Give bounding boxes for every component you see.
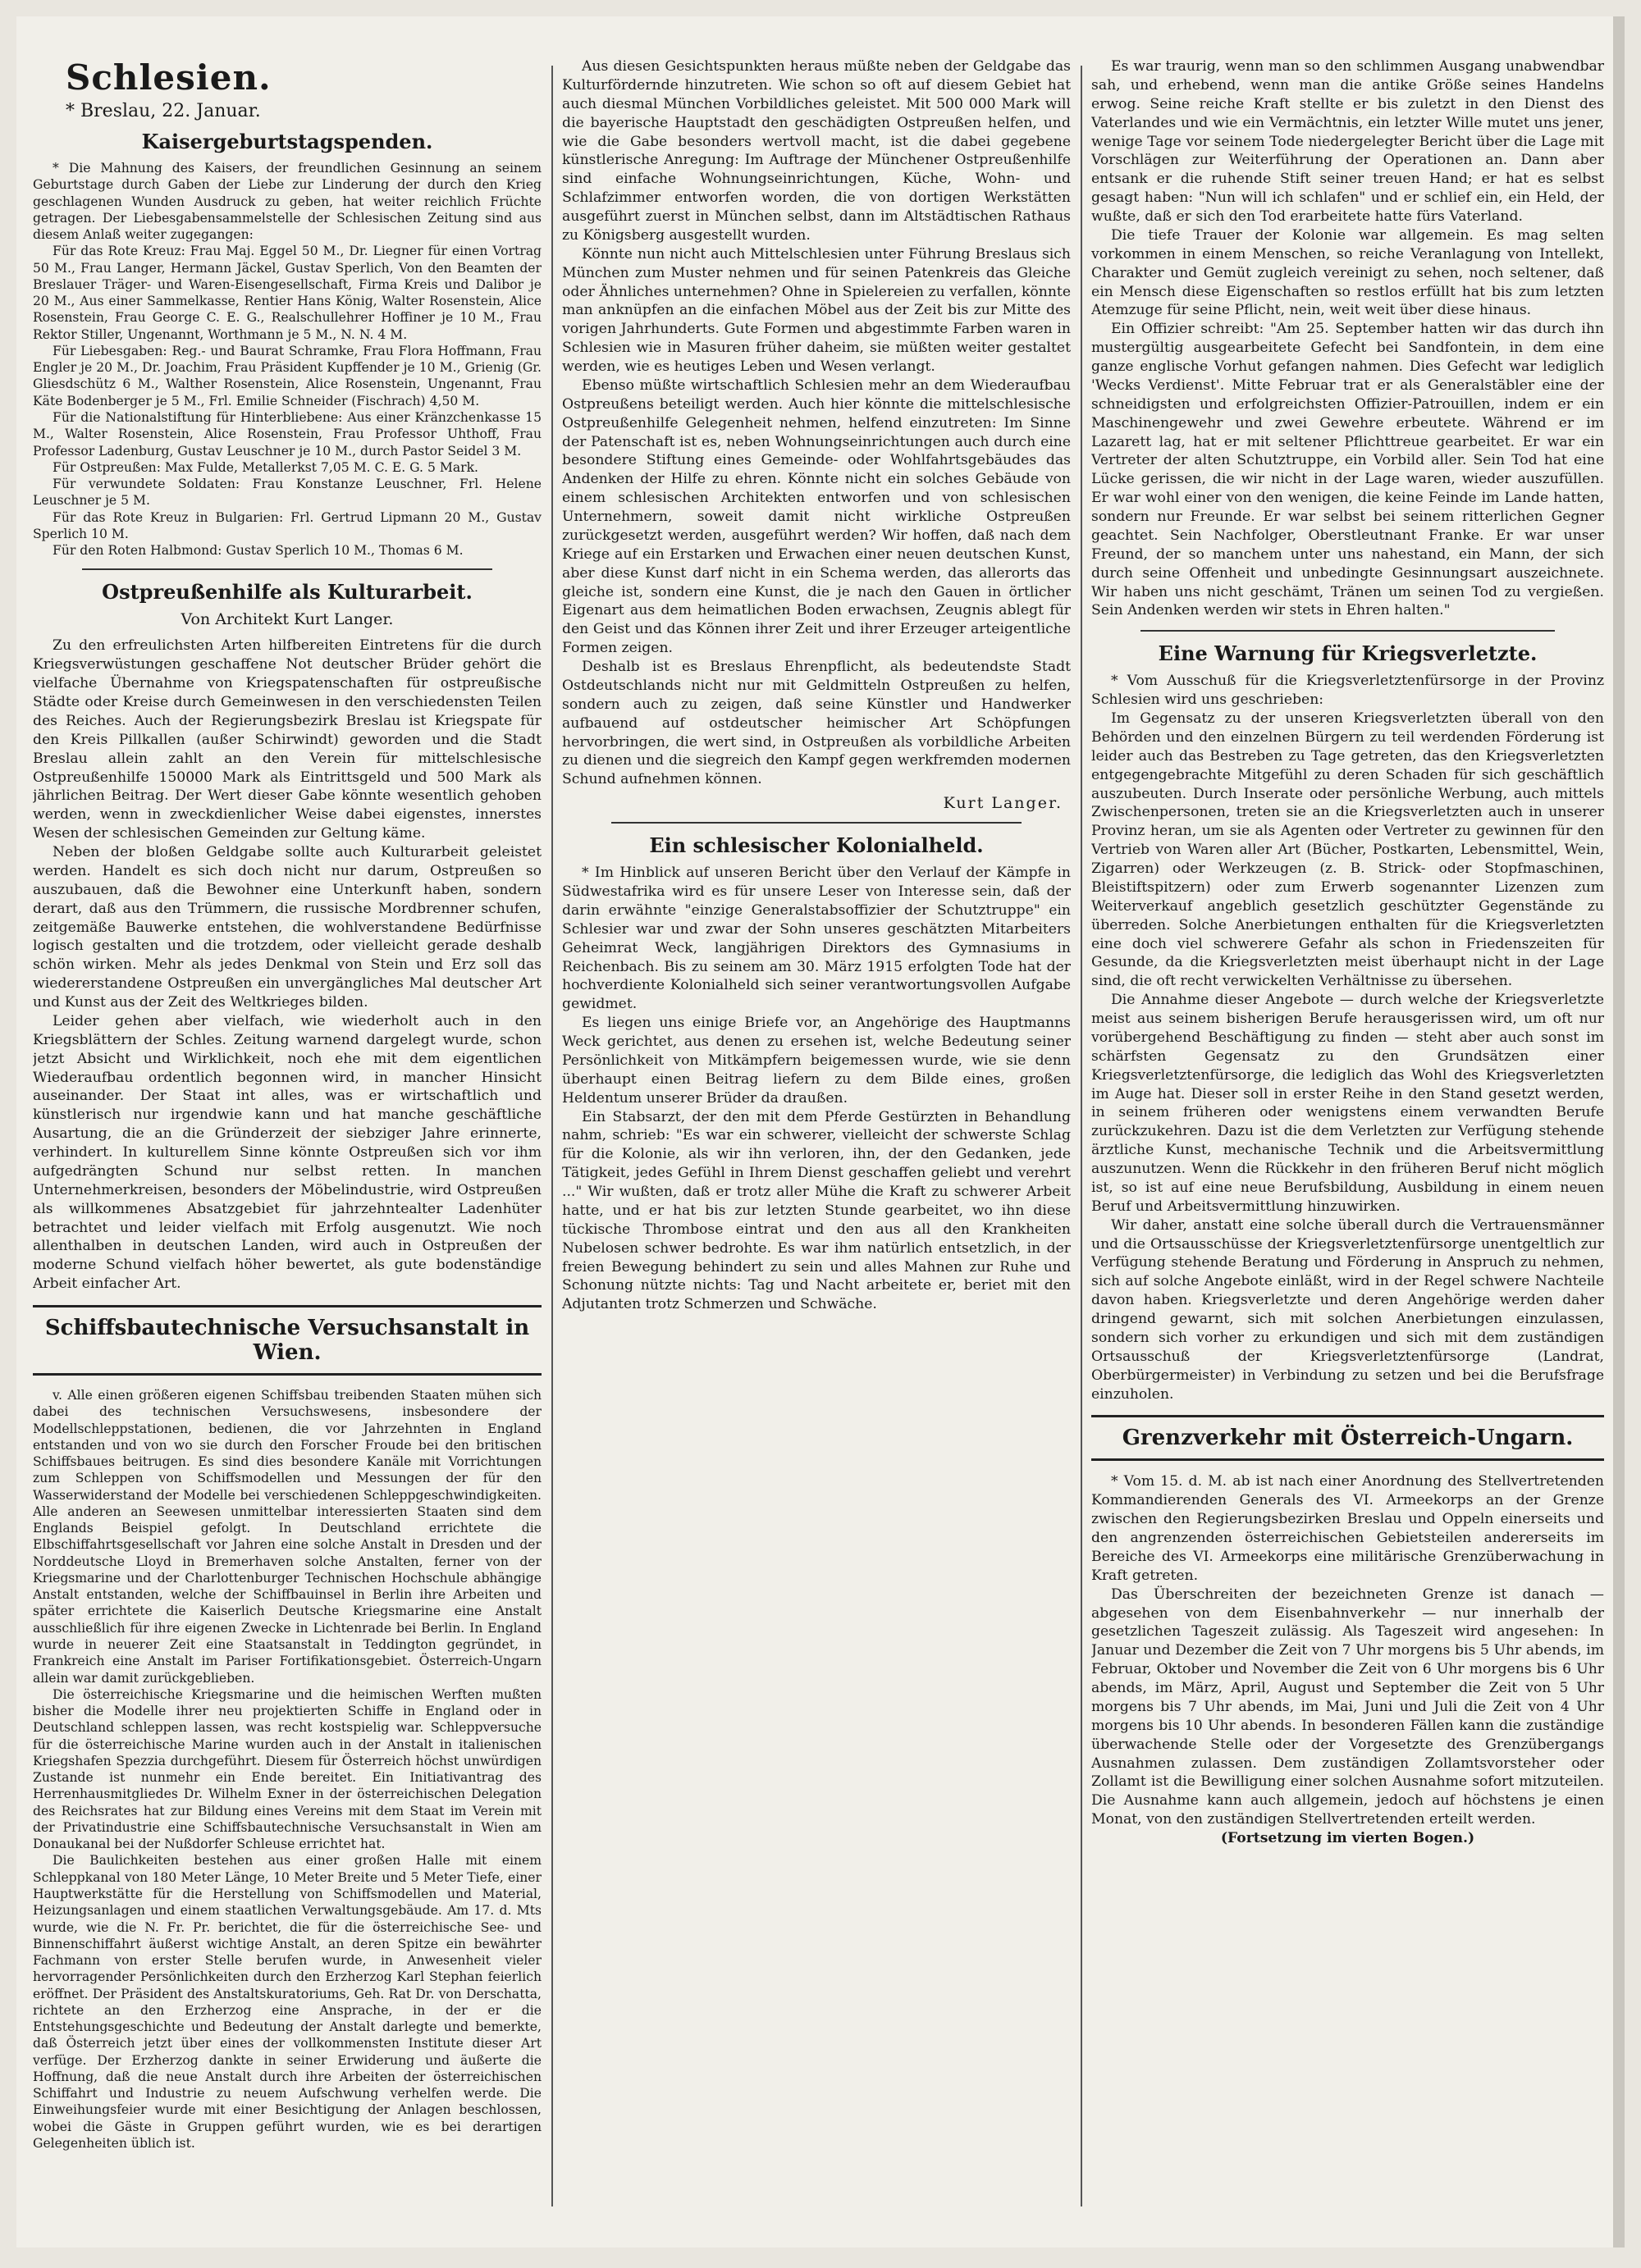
section-title: Schlesien. — [66, 57, 272, 98]
paragraph: Ein Offizier schreibt: "Am 25. September hatten wir das durch ihn mustergültig ausgearbeitete Gefecht bei Sandfontein, in dem eine ganze englische Vorhut gefangen nahmen. Dies Gefecht war lediglich 'Wecks Verdienst'. Mitte Februar trat er als Generalstäbler eine der schneidigsten und erfolgreichsten Offizier-Patrouillen, indem er ein Maschinengewehr und zwei Gewehre erbeutete. Während er im Lazarett lag, hat er mit seltener Pflichttreue gearbeitet. Er war ein Vertreter der alten Schutztruppe, ein Vorbild aller. Sein Tod hat eine Lücke gerissen, die wir nicht in der Lage waren, wieder auszufüllen. Er war wohl einer von den wenigen, die keine Feinde im Lande hatten, sondern nur Freunde. Er war selbst bei seinem ritterlichen Gegner geachtet. Sein Nachfolger, Oberstleutnant Franke. Er war unser Freund, der so manchem unter uns nahestand, ein Mann, der sich durch seine Offenheit und unbedingte Gesinnungsart auszeichnete. Wir haben uns nicht geschämt, Tränen um seinen Tod zu vergießen. Sein Andenken werden wir stets in Ehren halten." — [1091, 321, 1604, 619]
article-body — [1091, 1472, 1604, 1848]
article-body — [1091, 57, 1604, 620]
column-3 — [1091, 57, 1604, 2215]
article-title: Grenzverkehr mit Österreich-Ungarn. — [1122, 1426, 1574, 1451]
column-2 — [562, 57, 1071, 2215]
article-body — [33, 160, 542, 559]
paragraph: Für den Roten Halbmond: Gustav Sperlich 10 M., Thomas 6 M. — [53, 543, 464, 559]
article-body — [33, 637, 542, 1294]
paragraph: Für Liebesgaben: Reg.- und Baurat Schramke, Frau Flora Hoffmann, Frau Engler je 20 M., Dr. Joachim, Frau Präsident Kupffender je 10 M., Grienig (Gr. Gliesdschütz 6 M., Walther Rosenstein, Alice Rosenstein, Ungenannt, Frau Käte Bodenberger je 5 M., Frl. Emilie Schneider (Fischrach) 4,50 M. — [33, 343, 542, 408]
byline: Von Architekt Kurt Langer. — [181, 610, 394, 629]
paragraph: Für verwundete Soldaten: Frau Konstanze Leuschner, Frl. Helene Leuschner je 5 M. — [33, 477, 542, 509]
paragraph: Leider gehen aber vielfach, wie wiederholt auch in den Kriegsblättern der Schles. Zeitung warnend dargelegt wurde, schon jetzt Absicht und Wirklichkeit, noch ehe mit dem eigentlichen Wiederaufbau ordentlich begonnen wird, in mancher Hinsicht auseinander. Der Staat int alles, was er wirtschaftlich und künstlerisch nur irgendwie kann und hat manche geschäftliche Ausartung, die an die Gründerzeit der siebziger Jahre erinnerte, verhindert. In kulturellem Sinne könnte Ostpreußen sich vor ihm aufgedrängten Schund nur selbst retten. In manchen Unternehmerkreisen, besonders der Möbelindustrie, wird Ostpreußen als willkommenes Absatzgebiet für jahrzehntealter Ladenhüter betrachtet und leider vielfach mit Erfolg ausgenutzt. Wie noch allenthalben in deutschen Landen, wird auch in Ostpreußen der moderne Schund vielfach höher bewertet, als gute bodenständige Arbeit einfacher Art. — [33, 1012, 542, 1293]
paragraph: Im Gegensatz zu der unseren Kriegsverletzten überall von den Behörden und den einzelnen Bürgern zu teil werdenden Förderung ist leider auch das Bestreben zu Tage getreten, das den Kriegsverletzten entgegengebrachte Mitgefühl zu deren Schaden für sich geschäftlich auszubeuten. Durch Inserate oder persönliche Werbung, auch mittels Zwischenpersonen, treten sie an die Kriegsverletzten auch in unserer Provinz heran, um sie als Agenten oder Vertreter zu gewinnen für den Vertrieb von Waren aller Art (Bücher, Postkarten, Lebensmittel, Wein, Zigarren) oder Werkzeugen (z. B. Strick- oder Stopfmaschinen, Bleistiftspitzern) oder zum Erwerb sogenannter Lizenzen zum Weiterverkauf angeblich gesetzlich geschützter Gegenstände zu überreden. Solche Anerbietungen enthalten für die Kriegsverletzten eine doch viel schwerere Gefahr als schon in Friedenszeiten für Gesunde, da die Kriegsverletzten meist überhaupt nicht in der Lage sind, die oft recht verwickelten Verhältnisse zu übersehen. — [1091, 710, 1604, 990]
article-body — [33, 1387, 542, 2152]
paragraph: * Die Mahnung des Kaisers, der freundlichen Gesinnung an seinem Geburtstage durch Gaben der Liebe zur Linderung der durch den Krieg geschlagenen Wunden Ausdruck zu geben, hat weiter reichlich Früchte getragen. Der Liebesgabensammelstelle der Schlesischen Zeitung sind aus diesem Anlaß weiter zugegangen: — [33, 161, 542, 243]
article-body — [562, 864, 1071, 1314]
article-title: Kaisergeburtstagspenden. — [141, 130, 433, 153]
paragraph: Wir daher, anstatt eine solche überall durch die Vertrauensmänner und die Ortsausschüsse der Kriegsverletztenfürsorge unentgeltlich zur Verfügung stehende Beratung und Förderung in Anspruch zu nehmen, sich auf solche Angebote einläßt, wird in der Regel schwere Nachteile davon haben. Kriegsverletzte und deren Angehörige werden daher dringend gewarnt, sich mit solchen Anerbietungen einzulassen, sondern sich vorher zu erkundigen und sich mit dem zuständigen Ortsausschuß der Kriegsverletztenfürsorge (Landrat, Oberbürgermeister) in Verbindung zu setzen und bei die Berufsfrage einzuholen. — [1091, 1216, 1604, 1403]
paragraph: v. Alle einen größeren eigenen Schiffsbau treibenden Staaten mühen sich dabei des technischen Versuchswesens, insbesondere der Modellschleppstationen, bedienen, die vor Jahrzehnten in England entstanden und von wo sie durch den Forscher Froude bei den britischen Schiffsbaues beitrugen. Es sind dies besondere Kanäle mit Vorrichtungen zum Schleppen von Schiffsmodellen und Messungen der für den Wasserwiderstand der Modelle bei verschiedenen Schleppgeschwindigkeiten. Alle anderen an Seewesen unmittelbar interessierten Staaten sind dem Englands Beispiel gefolgt. In Deutschland errichtete die Elbschiffahrtsgesellschaft vor Jahren eine solche Anstalt in Dresden und der Norddeutsche Lloyd in Bremerhaven solche Anstalten, ferner von der Kriegsmarine und der Charlottenburger Technischen Hochschule abhängige Anstalt entstanden, welche der Schiffbauinsel in Berlin ihre Arbeiten und später errichtete die Kaiserlich Deutsche Kriegsmarine eine Anstalt ausschließlich für ihre eigenen Zwecke in Lichtenrade bei Berlin. In England wurde in neuerer Zeit eine Staatsanstalt in Teddington gegründet, in Frankreich eine Anstalt im Pariser Fortifikationsgebiet. Österreich-Ungarn allein war damit zurückgeblieben. — [33, 1388, 542, 1686]
divider — [1140, 630, 1555, 632]
signature: Kurt Langer. — [943, 794, 1063, 813]
article-body — [1091, 672, 1604, 1403]
paragraph: Die tiefe Trauer der Kolonie war allgemein. Es mag selten vorkommen in einem Menschen, so reiche Veranlagung von Intellekt, Charakter und Gemüt zugleich vereinigt zu sehen, noch seltener, daß ein Mensch diese Eigenschaften so restlos erfüllt hat bis zum letzten Atemzuge für seine Pflicht, nein, weit weit über diese hinaus. — [1091, 226, 1604, 319]
paragraph: Neben der bloßen Geldgabe sollte auch Kulturarbeit geleistet werden. Handelt es sich doch nicht nur darum, Ostpreußen so auszubauen, daß die Bewohner eine Unterkunft haben, sondern derart, daß aus den Trümmern, die russische Mordbrenner schufen, zeitgemäße Bauwerke entstehen, die wohlverstandene Bedürfnisse logisch gestalten und die trotzdem, oder vielleicht gerade deshalb schön wirken. Mehr als jedes Denkmal von Stein und Erz soll das wiedererstandene Ostpreußen ein unvergängliches Mal deutscher Art und Kunst aus der Zeit des Weltkrieges bilden. — [33, 844, 542, 1011]
column-1 — [33, 57, 542, 2215]
paragraph: Für das Rote Kreuz: Frau Maj. Eggel 50 M., Dr. Liegner für einen Vortrag 50 M., Frau Langer, Hermann Jäckel, Gustav Sperlich, Von den Beamten der Breslauer Träger- und Waren-Eisengesellschaft, Firma Kreis und Dalibor je 20 M., Aus einer Sammelkasse, Rentier Hans König, Walter Rosenstein, Alice Rosenstein, Frau George C. E. G., Realschullehrer Hoffiner je 10 M., Frau Rektor Stiller, Ungenannt, Worthmann je 5 M., N. N. 4 M. — [33, 244, 542, 342]
paragraph: Aus diesen Gesichtspunkten heraus müßte neben der Geldgabe das Kulturfördernde hinzutreten. Wie schon so oft auf diesem Gebiet hat auch diesmal München Vorbildliches geleistet. Mit 500 000 Mark will die bayerische Hauptstadt den geschädigten Ostpreußen helfen, und wie die Gabe besonders wertvoll macht, ist die dabei gegebene künstlerische Anregung: Im Auftrage der Münchener Ostpreußenhilfe sind einfache Wohnungseinrichtungen, Küche, Wohn- und Schlafzimmer entworfen worden, die von dortigen Werkstätten ausgeführt zuerst in München selbst, dann im Altstädtischen Rathaus zu Königsberg ausgestellt wurden. — [562, 58, 1071, 244]
continuation-note: (Fortsetzung im vierten Bogen.) — [1220, 1830, 1475, 1846]
paragraph: Die Annahme dieser Angebote — durch welche der Kriegsverletzte meist aus seinem bisherigen Berufe herausgerissen wird, um oft nur vorübergehend Beschäftigung zu finden — steht aber auch sonst im schärfsten Gegensatz zu den Grundsätzen einer Kriegsverletztenfürsorge, die lediglich das Wohl des Kriegsverletzten im Auge hat. Dieser soll in erster Reihe in den Stand gesetzt werden, in seinem früheren oder wenigstens einem verwandten Berufe zurückzukehren. Dazu ist die dem Verletzten zur Verfügung stehende ärztliche Kunst, mechanische Technik und die Arbeitsvermittlung auszunutzen. Wenn die Rückkehr in den früheren Beruf nicht möglich ist, so ist auf eine neue Berufsbildung, Ausbildung in einem neuen Beruf und Arbeitsvermittlung hinzuwirken. — [1091, 992, 1604, 1215]
paragraph: Zu den erfreulichsten Arten hilfbereiten Eintretens für die durch Kriegsverwüstungen geschaffene Not deutscher Brüder gehört die vielfache Übernahme von Kriegspatenschaften für ostpreußische Städte oder Kreise durch Gemeinwesen in den verschiedensten Teilen des Reiches. Auch der Regierungsbezirk Breslau ist Kriegspate für den Kreis Pillkallen (außer Schirwindt) geworden und die Stadt Breslau allein zahlt an den Verein für mittelschlesische Ostpreußenhilfe 150000 Mark als Eintrittsgeld und 500 Mark als jährlichen Beitrag. Der Wert dieser Gabe könnte wesentlich gehoben werden, wenn in zweckdienlicher Weise dabei eigenstes, innerstes Wesen der schlesischen Gemeinden zur Geltung käme. — [33, 637, 542, 842]
column-rule — [551, 66, 553, 2206]
paragraph: Die österreichische Kriegsmarine und die heimischen Werften mußten bisher die Modelle ihrer neu projektierten Schiffe in England oder in Deutschland schleppen lassen, was recht kostspielig war. Schleppversuche für die österreichische Marine wurden auch in der Anstalt in italienischen Kriegshafen Spezzia durchgeführt. Diesem für Österreich höchst unwürdigen Zustande ist nunmehr ein Ende bereitet. Ein Initiativantrag des Herrenhausmitgliedes Dr. Wilhelm Exner in der österreichischen Delegation des Reichsrates hat zur Bildung eines Vereins mit dem Staat im Verein mit der Privatindustrie eine Schiffsbautechnische Versuchsanstalt in Wien am Donaukanal bei der Nußdorfer Schleuse errichtet hat. — [33, 1686, 542, 1852]
paragraph: Ebenso müßte wirtschaftlich Schlesien mehr an dem Wiederaufbau Ostpreußens beteiligt werden. Auch hier könnte die mittelschlesische Ostpreußenhilfe Gelegenheit nehmen, helfend einzutreten: Im Sinne der Patenschaft ist es, neben Wohnungseinrichtungen auch durch eine besondere Stiftung eines Gemeinde- oder Wohlfahrtsgebäudes das Andenken der Hilfe zu ehren. Könnte nicht ein solches Gebäude von einem schlesischen Architekten entworfen und von schlesischen Unternehmern, soweit damit nicht wirkliche Ostpreußen zurückgesetzt werden, ausgeführt werden? Wir hoffen, daß nach dem Kriege auf ein Erstarken und Erwachen einer neuen deutschen Kunst, aber diese Kunst darf nicht in ein Schema werden, das allerorts das gleiche ist, sondern eine Kunst, die je nach den Gauen in örtlicher Eigenart aus dem heimatlichen Boden erwachsen, Zeugnis ablegt für den Geist und das Können ihrer Zeit und ihrer Erzeuger arteigentliche Formen zeigen. — [562, 376, 1071, 657]
article-title: Ostpreußenhilfe als Kulturarbeit. — [102, 580, 473, 605]
article-body — [562, 57, 1071, 789]
paragraph: Für die Nationalstiftung für Hinterbliebene: Aus einer Kränzchenkasse 15 M., Walter Rosenstein, Alice Rosenstein, Frau Professor Uhthoff, Frau Professor Ladenburg, Gustav Leuschner je 10 M., durch Pastor Seidel 3 M. — [33, 409, 542, 459]
article-title: Ein schlesischer Kolonialheld. — [649, 833, 984, 858]
paragraph: Für Ostpreußen: Max Fulde, Metallerkst 7,05 M. C. E. G. 5 Mark. — [53, 459, 478, 475]
paragraph: * Vom 15. d. M. ab ist nach einer Anordnung des Stellvertretenden Kommandierenden Generals des VI. Armeekorps an der Grenze zwischen den Regierungsbezirken Breslau und Oppeln einerseits und den angrenzenden österreichischen Gebietsteilen andererseits im Bereiche des VI. Armeekorps eine militärische Grenzüberwachung in Kraft getreten. — [1091, 1473, 1604, 1584]
paragraph: Das Überschreiten der bezeichneten Grenze ist danach — abgesehen von dem Eisenbahnverkehr — nur innerhalb der gesetzlichen Tageszeit zulässig. Als Tageszeit wird angesehen: In Januar und Dezember die Zeit von 7 Uhr morgens bis 5 Uhr abends, im Februar, Oktober und November die Zeit von 6 Uhr morgens bis 6 Uhr abends, im März, April, August und September die Zeit von 5 Uhr morgens bis 7 Uhr abends, im Mai, Juni und Juli die Zeit von 4 Uhr morgens bis 10 Uhr abends. In besonderen Fällen kann die zuständige überwachende Stelle oder der Vorgesetzte des Grenzübergangs Ausnahmen zulassen. Dem zuständigen Zollamtsvorsteher oder Zollamt ist die Bewilligung einer solchen Ausnahme sofort mitzuteilen. Die Ausnahme kann auch allgemein, jedoch auf höchstens je einen Monat, von den zuständigen Stellvertretenden erteilt werden. — [1091, 1586, 1604, 1828]
dateline: * Breslau, 22. Januar. — [66, 101, 261, 121]
page-edge — [1613, 16, 1625, 2247]
column-rule — [1081, 66, 1082, 2206]
article-title: Schiffsbautechnische Versuchsanstalt in Wien. — [44, 1316, 530, 1365]
paragraph: Ein Stabsarzt, der den mit dem Pferde Gestürzten in Behandlung nahm, schrieb: "Es war ein schwerer, vielleicht der schwerste Schlag für die Kolonie, als wir ihn verloren, ihn, der den Gedanken, jede Tätigkeit, jedes Gefühl in Ihrem Dienst geschaffen geliebt und verehrt ..." Wir wußten, daß er trotz aller Mühe die Kraft zu schwerer Arbeit hatte, und er hat bis zur letzten Stunde gearbeitet, wo ihn diese tückische Thrombose eintrat und den aus all den Krankheiten Nubelosen schwer bedrohte. Es war ihm natürlich entsetzlich, in der freien Bewegung behindert zu sein und alles Mahnen zur Ruhe und Schonung nützte nichts: Tag und Nacht arbeitete er, beriet mit den Adjutanten trotz Schmerzen und Schwäche. — [562, 1108, 1071, 1313]
divider — [82, 568, 492, 570]
paragraph: Es liegen uns einige Briefe vor, an Angehörige des Hauptmanns Weck gerichtet, aus denen zu ersehen ist, welche Bedeutung seiner Persönlichkeit von Mitkämpfern beigemessen wurde, wie sie denn überhaupt einen Beitrag liefern zu dem Bilde eines, großen Heldentum unserer Brüder da draußen. — [562, 1015, 1071, 1107]
paragraph: Könnte nun nicht auch Mittelschlesien unter Führung Breslaus sich München zum Muster nehmen und für seinen Patenkreis das Gleiche oder Ähnliches unternehmen? Ohne in Spielereien zu verfallen, könnte man anknüpfen an die einfachen Möbel aus der Zeit bis zur Mitte des vorigen Jahrhunderts. Gute Formen und abgestimmte Farben waren in Schlesien wie in Masuren früher daheim, sie müßten weiter gestaltet werden, wie es heutiges Leben und Wesen verlangt. — [562, 245, 1071, 375]
paragraph: Es war traurig, wenn man so den schlimmen Ausgang unabwendbar sah, und erhebend, wenn man die antike Größe seines Handelns erwog. Seine reiche Kraft stellte er bis zuletzt in den Dienst des Vaterlandes und wie ein Vermächtnis, ein letzter Wille mutet uns jener, wenige Tage vor seinem Tode niedergelegter Bericht über die Lage mit Vorschlägen zur Weiterführung der Operationen an. Dann aber entsank er die ruhende Stift seiner treuen Hand; er hat es selbst gesagt haben: "Nun will ich schlafen" und er schlief ein, ein Held, der wußte, daß er sich den Tod erarbeitete hatte fürs Vaterland. — [1091, 58, 1604, 225]
paragraph: * Vom Ausschuß für die Kriegsverletztenfürsorge in der Provinz Schlesien wird uns geschrieben: — [1091, 673, 1604, 709]
divider — [611, 822, 1022, 824]
paragraph: Für das Rote Kreuz in Bulgarien: Frl. Gertrud Lipmann 20 M., Gustav Sperlich 10 M. — [33, 509, 542, 541]
article-box — [1091, 1415, 1604, 1461]
paragraph: Die Baulichkeiten bestehen aus einer großen Halle mit einem Schleppkanal von 180 Meter Länge, 10 Meter Breite und 5 Meter Tiefe, einer Hauptwerkstätte für die Herstellung von Schiffsmodellen und Material, Heizungsanlagen und einem staatlichen Verwaltungsgebäude. Am 17. d. Mts wurde, wie die N. Fr. Pr. berichtet, die für die österreichische See- und Binnenschiffahrt äußerst wichtige Anstalt, an deren Spitze ein bewährter Fachmann von erster Stelle berufen wurde, in Anwesenheit vieler hervorragender Persönlichkeiten durch den Erzherzog Karl Stephan feierlich eröffnet. Der Präsident des Anstaltskuratoriums, Geh. Rat Dr. von Derschatta, richtete an den Erzherzog eine Ansprache, in der er die Entstehungsgeschichte und Bedeutung der Anstalt darlegte und bemerkte, daß Österreich jetzt über eines der vollkommensten Institute dieser Art verfüge. Der Erzherzog dankte in seiner Erwiderung und äußerte die Hoffnung, daß die neue Anstalt durch ihre Arbeiten der österreichischen Schiffahrt und Industrie zu neuem Aufschwung verhelfen werde. Die Einweihungsfeier wurde mit einer Besichtigung der Anlagen beschlossen, wobei die Gäste in Gruppen geführt wurden, wie es bei derartigen Gelegenheiten üblich ist. — [33, 1853, 542, 2151]
article-box — [33, 1305, 542, 1376]
newspaper-page — [16, 16, 1625, 2247]
paragraph: Deshalb ist es Breslaus Ehrenpflicht, als bedeutendste Stadt Ostdeutschlands nicht nur mit Geldmitteln Ostpreußen zu helfen, sondern auch zu zeigen, daß seine Künstler und Handwerker aufbauend auf ostdeutscher heimischer Art Schöpfungen hervorbringen, die wert sind, in Ostpreußen als vorbildliche Arbeiten zu dienen und die siegreich den Kampf gegen werkfremden modernen Schund aufnehmen können. — [562, 659, 1071, 788]
article-title: Eine Warnung für Kriegsverletzte. — [1158, 641, 1538, 666]
paragraph: * Im Hinblick auf unseren Bericht über den Verlauf der Kämpfe in Südwestafrika wird es für unsere Leser von Interesse sein, daß der darin erwähnte "einzige Generalstabsoffizier der Schutztruppe" ein Schlesier war und zwar der Sohn unseres geschätzten Mitarbeiters Geheimrat Weck, langjährigen Direktors des Gymnasiums in Reichenbach. Bis zu seinem am 30. März 1915 erfolgten Tode hat der hochverdiente Kolonialheld sich seiner verantwortungsvollen Aufgabe gewidmet. — [562, 865, 1071, 1013]
